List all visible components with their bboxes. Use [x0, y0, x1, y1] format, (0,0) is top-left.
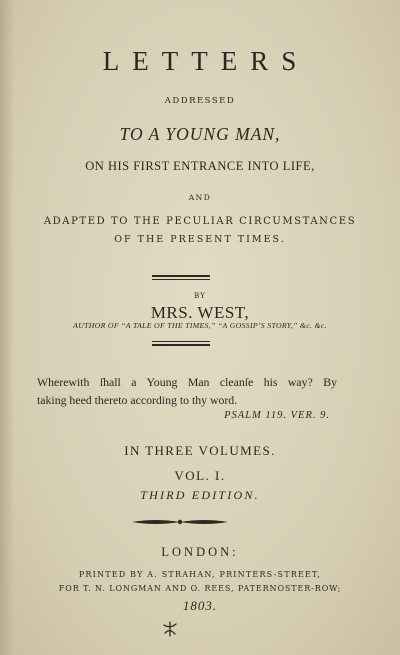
epigraph-source: PSALM 119. VER. 9. [224, 410, 330, 421]
book-title: LETTERS [102, 46, 310, 76]
printer-line-2: FOR T. N. LONGMAN AND O. REES, PATERNOSTER-ROW; [58, 584, 342, 593]
double-rule-top [152, 275, 210, 280]
adapted-line-1: ADAPTED TO THE PECULIAR CIRCUMSTANCES [43, 216, 357, 227]
handwritten-mark-icon [161, 621, 179, 637]
imprint-city: LONDON: [161, 545, 239, 559]
and-line: AND [188, 193, 212, 202]
epigraph-line-2: taking heed thereto according to thy word. [37, 393, 238, 407]
adapted-line-2: OF THE PRESENT TIMES. [114, 234, 286, 245]
ornament-rule [130, 515, 230, 529]
by-line: BY [194, 292, 206, 300]
recipient-line: TO A YOUNG MAN, [119, 124, 281, 144]
edition-line: THIRD EDITION. [140, 488, 260, 502]
publication-year: 1803. [182, 598, 218, 613]
volume-number: VOL. I. [174, 468, 226, 483]
epigraph-line-1: Wherewith ſhall a Young Man cleanſe his way? By [37, 375, 337, 389]
author-works: AUTHOR OF “A TALE OF THE TIMES,” “A GOSSIP’S STORY,” &c. &c. [73, 321, 327, 330]
printer-line-1: PRINTED BY A. STRAHAN, PRINTERS-STREET, [78, 570, 322, 579]
volumes-line: IN THREE VOLUMES. [124, 443, 276, 458]
double-rule-bottom [152, 341, 210, 346]
occasion-line: ON HIS FIRST ENTRANCE INTO LIFE, [85, 159, 315, 173]
epigraph [37, 373, 337, 409]
addressed-line: ADDRESSED [164, 96, 236, 106]
author-name: MRS. WEST, [150, 303, 250, 322]
